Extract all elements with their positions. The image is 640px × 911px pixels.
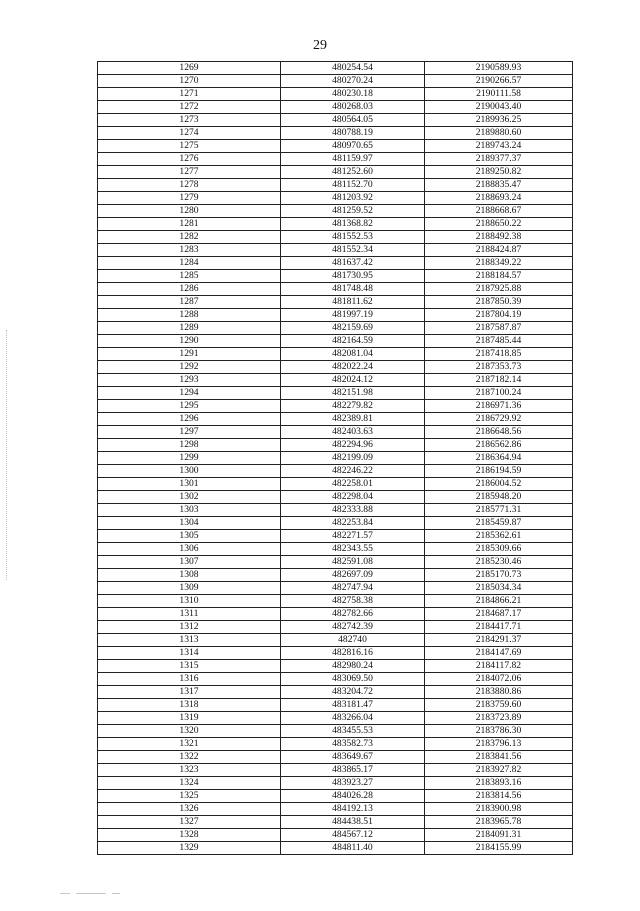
y-coordinate-cell: 2188492.38 <box>425 231 573 244</box>
table-row <box>98 179 573 192</box>
point-number-cell: 1306 <box>98 543 281 556</box>
table-row <box>98 491 573 504</box>
point-number-cell: 1325 <box>98 790 281 803</box>
point-number-cell: 1309 <box>98 582 281 595</box>
y-coordinate-cell: 2189250.82 <box>425 166 573 179</box>
table-row <box>98 777 573 790</box>
y-coordinate-cell: 2185230.46 <box>425 556 573 569</box>
x-coordinate-cell: 482782.66 <box>281 608 425 621</box>
x-coordinate-cell: 482199.09 <box>281 452 425 465</box>
x-coordinate-cell: 482246.22 <box>281 465 425 478</box>
point-number-cell: 1280 <box>98 205 281 218</box>
y-coordinate-cell: 2184091.31 <box>425 829 573 842</box>
y-coordinate-cell: 2185309.66 <box>425 543 573 556</box>
table-row <box>98 400 573 413</box>
table-row <box>98 361 573 374</box>
table-row <box>98 543 573 556</box>
point-number-cell: 1293 <box>98 374 281 387</box>
y-coordinate-cell: 2183900.98 <box>425 803 573 816</box>
table-row <box>98 244 573 257</box>
table-row <box>98 257 573 270</box>
y-coordinate-cell: 2184417.71 <box>425 621 573 634</box>
table-row <box>98 62 573 75</box>
table-row <box>98 842 573 855</box>
y-coordinate-cell: 2185170.73 <box>425 569 573 582</box>
point-number-cell: 1303 <box>98 504 281 517</box>
y-coordinate-cell: 2188835.47 <box>425 179 573 192</box>
x-coordinate-cell: 483865.17 <box>281 764 425 777</box>
y-coordinate-cell: 2187925.88 <box>425 283 573 296</box>
point-number-cell: 1290 <box>98 335 281 348</box>
x-coordinate-cell: 482742.39 <box>281 621 425 634</box>
y-coordinate-cell: 2187850.39 <box>425 296 573 309</box>
x-coordinate-cell: 482740 <box>281 634 425 647</box>
point-number-cell: 1291 <box>98 348 281 361</box>
point-number-cell: 1298 <box>98 439 281 452</box>
y-coordinate-cell: 2186364.94 <box>425 452 573 465</box>
table-row <box>98 348 573 361</box>
point-number-cell: 1321 <box>98 738 281 751</box>
point-number-cell: 1282 <box>98 231 281 244</box>
y-coordinate-cell: 2184155.99 <box>425 842 573 855</box>
x-coordinate-cell: 480564.05 <box>281 114 425 127</box>
y-coordinate-cell: 2189936.25 <box>425 114 573 127</box>
table-row <box>98 218 573 231</box>
table-row <box>98 296 573 309</box>
y-coordinate-cell: 2185771.31 <box>425 504 573 517</box>
point-number-cell: 1294 <box>98 387 281 400</box>
table-row <box>98 205 573 218</box>
table-row <box>98 712 573 725</box>
y-coordinate-cell: 2183786.30 <box>425 725 573 738</box>
table-row <box>98 283 573 296</box>
x-coordinate-cell: 481368.82 <box>281 218 425 231</box>
table-row <box>98 829 573 842</box>
table-row <box>98 699 573 712</box>
point-number-cell: 1305 <box>98 530 281 543</box>
x-coordinate-cell: 482164.59 <box>281 335 425 348</box>
point-number-cell: 1273 <box>98 114 281 127</box>
point-number-cell: 1270 <box>98 75 281 88</box>
table-row <box>98 166 573 179</box>
y-coordinate-cell: 2184147.69 <box>425 647 573 660</box>
point-number-cell: 1283 <box>98 244 281 257</box>
x-coordinate-cell: 482343.55 <box>281 543 425 556</box>
x-coordinate-cell: 481159.97 <box>281 153 425 166</box>
table-row <box>98 335 573 348</box>
table-row <box>98 426 573 439</box>
table-row <box>98 101 573 114</box>
table-row <box>98 751 573 764</box>
table-row <box>98 556 573 569</box>
margin-scan-marks <box>6 330 8 580</box>
x-coordinate-cell: 482816.16 <box>281 647 425 660</box>
point-number-cell: 1295 <box>98 400 281 413</box>
y-coordinate-cell: 2184291.37 <box>425 634 573 647</box>
table-row <box>98 465 573 478</box>
table-row <box>98 452 573 465</box>
y-coordinate-cell: 2189377.37 <box>425 153 573 166</box>
table-row <box>98 725 573 738</box>
coordinates-table <box>97 61 573 855</box>
table-row <box>98 374 573 387</box>
y-coordinate-cell: 2183814.56 <box>425 790 573 803</box>
point-number-cell: 1288 <box>98 309 281 322</box>
x-coordinate-cell: 482298.04 <box>281 491 425 504</box>
x-coordinate-cell: 481730.95 <box>281 270 425 283</box>
point-number-cell: 1316 <box>98 673 281 686</box>
table-row <box>98 647 573 660</box>
x-coordinate-cell: 481203.92 <box>281 192 425 205</box>
table-row <box>98 504 573 517</box>
y-coordinate-cell: 2187353.73 <box>425 361 573 374</box>
y-coordinate-cell: 2190043.40 <box>425 101 573 114</box>
table-row <box>98 803 573 816</box>
y-coordinate-cell: 2189880.60 <box>425 127 573 140</box>
x-coordinate-cell: 483204.72 <box>281 686 425 699</box>
x-coordinate-cell: 482591.08 <box>281 556 425 569</box>
x-coordinate-cell: 484026.28 <box>281 790 425 803</box>
table-row <box>98 439 573 452</box>
table-row <box>98 686 573 699</box>
point-number-cell: 1323 <box>98 764 281 777</box>
point-number-cell: 1286 <box>98 283 281 296</box>
y-coordinate-cell: 2186562.86 <box>425 439 573 452</box>
point-number-cell: 1322 <box>98 751 281 764</box>
x-coordinate-cell: 481637.42 <box>281 257 425 270</box>
x-coordinate-cell: 481811.62 <box>281 296 425 309</box>
table-row <box>98 309 573 322</box>
y-coordinate-cell: 2184072.06 <box>425 673 573 686</box>
table-row <box>98 621 573 634</box>
point-number-cell: 1287 <box>98 296 281 309</box>
table-row <box>98 140 573 153</box>
table-row <box>98 387 573 400</box>
x-coordinate-cell: 480788.19 <box>281 127 425 140</box>
point-number-cell: 1278 <box>98 179 281 192</box>
table-row <box>98 582 573 595</box>
x-coordinate-cell: 482253.84 <box>281 517 425 530</box>
point-number-cell: 1312 <box>98 621 281 634</box>
point-number-cell: 1289 <box>98 322 281 335</box>
x-coordinate-cell: 482279.82 <box>281 400 425 413</box>
point-number-cell: 1300 <box>98 465 281 478</box>
y-coordinate-cell: 2184866.21 <box>425 595 573 608</box>
x-coordinate-cell: 483649.67 <box>281 751 425 764</box>
x-coordinate-cell: 483069.50 <box>281 673 425 686</box>
point-number-cell: 1313 <box>98 634 281 647</box>
x-coordinate-cell: 482024.12 <box>281 374 425 387</box>
point-number-cell: 1318 <box>98 699 281 712</box>
point-number-cell: 1284 <box>98 257 281 270</box>
table-row <box>98 816 573 829</box>
point-number-cell: 1301 <box>98 478 281 491</box>
y-coordinate-cell: 2183880.86 <box>425 686 573 699</box>
table-row <box>98 790 573 803</box>
y-coordinate-cell: 2189743.24 <box>425 140 573 153</box>
table-row <box>98 660 573 673</box>
x-coordinate-cell: 481997.19 <box>281 309 425 322</box>
x-coordinate-cell: 483455.53 <box>281 725 425 738</box>
y-coordinate-cell: 2185948.20 <box>425 491 573 504</box>
x-coordinate-cell: 482697.09 <box>281 569 425 582</box>
point-number-cell: 1275 <box>98 140 281 153</box>
point-number-cell: 1320 <box>98 725 281 738</box>
point-number-cell: 1324 <box>98 777 281 790</box>
table-row <box>98 270 573 283</box>
coordinates-table-body <box>98 62 573 855</box>
y-coordinate-cell: 2190589.93 <box>425 62 573 75</box>
y-coordinate-cell: 2186194.59 <box>425 465 573 478</box>
table-row <box>98 738 573 751</box>
table-row <box>98 764 573 777</box>
y-coordinate-cell: 2186971.36 <box>425 400 573 413</box>
x-coordinate-cell: 482389.81 <box>281 413 425 426</box>
point-number-cell: 1277 <box>98 166 281 179</box>
point-number-cell: 1299 <box>98 452 281 465</box>
y-coordinate-cell: 2188184.57 <box>425 270 573 283</box>
point-number-cell: 1281 <box>98 218 281 231</box>
y-coordinate-cell: 2184687.17 <box>425 608 573 621</box>
point-number-cell: 1314 <box>98 647 281 660</box>
bottom-scan-marks <box>60 893 150 897</box>
x-coordinate-cell: 482294.96 <box>281 439 425 452</box>
x-coordinate-cell: 481259.52 <box>281 205 425 218</box>
y-coordinate-cell: 2183723.89 <box>425 712 573 725</box>
x-coordinate-cell: 482333.88 <box>281 504 425 517</box>
point-number-cell: 1311 <box>98 608 281 621</box>
point-number-cell: 1279 <box>98 192 281 205</box>
y-coordinate-cell: 2183927.82 <box>425 764 573 777</box>
x-coordinate-cell: 484811.40 <box>281 842 425 855</box>
x-coordinate-cell: 482271.57 <box>281 530 425 543</box>
table-row <box>98 413 573 426</box>
x-coordinate-cell: 483181.47 <box>281 699 425 712</box>
page-number: 29 <box>313 38 327 53</box>
table-row <box>98 153 573 166</box>
table-row <box>98 517 573 530</box>
y-coordinate-cell: 2185034.34 <box>425 582 573 595</box>
x-coordinate-cell: 480230.18 <box>281 88 425 101</box>
y-coordinate-cell: 2186004.52 <box>425 478 573 491</box>
y-coordinate-cell: 2186729.92 <box>425 413 573 426</box>
table-row <box>98 114 573 127</box>
x-coordinate-cell: 482081.04 <box>281 348 425 361</box>
x-coordinate-cell: 482403.63 <box>281 426 425 439</box>
y-coordinate-cell: 2188349.22 <box>425 257 573 270</box>
x-coordinate-cell: 480268.03 <box>281 101 425 114</box>
x-coordinate-cell: 484192.13 <box>281 803 425 816</box>
y-coordinate-cell: 2188650.22 <box>425 218 573 231</box>
point-number-cell: 1269 <box>98 62 281 75</box>
table-row <box>98 530 573 543</box>
x-coordinate-cell: 484438.51 <box>281 816 425 829</box>
point-number-cell: 1304 <box>98 517 281 530</box>
x-coordinate-cell: 481552.53 <box>281 231 425 244</box>
point-number-cell: 1317 <box>98 686 281 699</box>
y-coordinate-cell: 2184117.82 <box>425 660 573 673</box>
table-row <box>98 634 573 647</box>
y-coordinate-cell: 2187485.44 <box>425 335 573 348</box>
table-row <box>98 88 573 101</box>
coordinates-table-container <box>97 61 572 855</box>
x-coordinate-cell: 482980.24 <box>281 660 425 673</box>
x-coordinate-cell: 482151.98 <box>281 387 425 400</box>
y-coordinate-cell: 2185362.61 <box>425 530 573 543</box>
y-coordinate-cell: 2185459.87 <box>425 517 573 530</box>
point-number-cell: 1285 <box>98 270 281 283</box>
x-coordinate-cell: 483582.73 <box>281 738 425 751</box>
y-coordinate-cell: 2188424.87 <box>425 244 573 257</box>
y-coordinate-cell: 2183796.13 <box>425 738 573 751</box>
point-number-cell: 1326 <box>98 803 281 816</box>
y-coordinate-cell: 2187804.19 <box>425 309 573 322</box>
x-coordinate-cell: 483266.04 <box>281 712 425 725</box>
y-coordinate-cell: 2190111.58 <box>425 88 573 101</box>
y-coordinate-cell: 2187182.14 <box>425 374 573 387</box>
x-coordinate-cell: 482758.38 <box>281 595 425 608</box>
y-coordinate-cell: 2183893.16 <box>425 777 573 790</box>
x-coordinate-cell: 482747.94 <box>281 582 425 595</box>
table-row <box>98 608 573 621</box>
point-number-cell: 1297 <box>98 426 281 439</box>
y-coordinate-cell: 2188693.24 <box>425 192 573 205</box>
y-coordinate-cell: 2187587.87 <box>425 322 573 335</box>
y-coordinate-cell: 2183841.56 <box>425 751 573 764</box>
y-coordinate-cell: 2186648.56 <box>425 426 573 439</box>
table-row <box>98 673 573 686</box>
table-row <box>98 231 573 244</box>
point-number-cell: 1276 <box>98 153 281 166</box>
y-coordinate-cell: 2183759.60 <box>425 699 573 712</box>
point-number-cell: 1319 <box>98 712 281 725</box>
y-coordinate-cell: 2190266.57 <box>425 75 573 88</box>
x-coordinate-cell: 480270.24 <box>281 75 425 88</box>
point-number-cell: 1308 <box>98 569 281 582</box>
point-number-cell: 1271 <box>98 88 281 101</box>
x-coordinate-cell: 481152.70 <box>281 179 425 192</box>
x-coordinate-cell: 482258.01 <box>281 478 425 491</box>
point-number-cell: 1296 <box>98 413 281 426</box>
point-number-cell: 1302 <box>98 491 281 504</box>
table-row <box>98 192 573 205</box>
table-row <box>98 127 573 140</box>
point-number-cell: 1328 <box>98 829 281 842</box>
x-coordinate-cell: 484567.12 <box>281 829 425 842</box>
point-number-cell: 1310 <box>98 595 281 608</box>
x-coordinate-cell: 482022.24 <box>281 361 425 374</box>
point-number-cell: 1272 <box>98 101 281 114</box>
x-coordinate-cell: 482159.69 <box>281 322 425 335</box>
table-row <box>98 478 573 491</box>
point-number-cell: 1307 <box>98 556 281 569</box>
x-coordinate-cell: 481748.48 <box>281 283 425 296</box>
point-number-cell: 1274 <box>98 127 281 140</box>
x-coordinate-cell: 480254.54 <box>281 62 425 75</box>
point-number-cell: 1315 <box>98 660 281 673</box>
y-coordinate-cell: 2188668.67 <box>425 205 573 218</box>
point-number-cell: 1292 <box>98 361 281 374</box>
y-coordinate-cell: 2187100.24 <box>425 387 573 400</box>
point-number-cell: 1329 <box>98 842 281 855</box>
x-coordinate-cell: 480970.65 <box>281 140 425 153</box>
point-number-cell: 1327 <box>98 816 281 829</box>
x-coordinate-cell: 481252.60 <box>281 166 425 179</box>
table-row <box>98 569 573 582</box>
table-row <box>98 322 573 335</box>
x-coordinate-cell: 483923.27 <box>281 777 425 790</box>
table-row <box>98 75 573 88</box>
table-row <box>98 595 573 608</box>
y-coordinate-cell: 2187418.85 <box>425 348 573 361</box>
y-coordinate-cell: 2183965.78 <box>425 816 573 829</box>
x-coordinate-cell: 481552.34 <box>281 244 425 257</box>
